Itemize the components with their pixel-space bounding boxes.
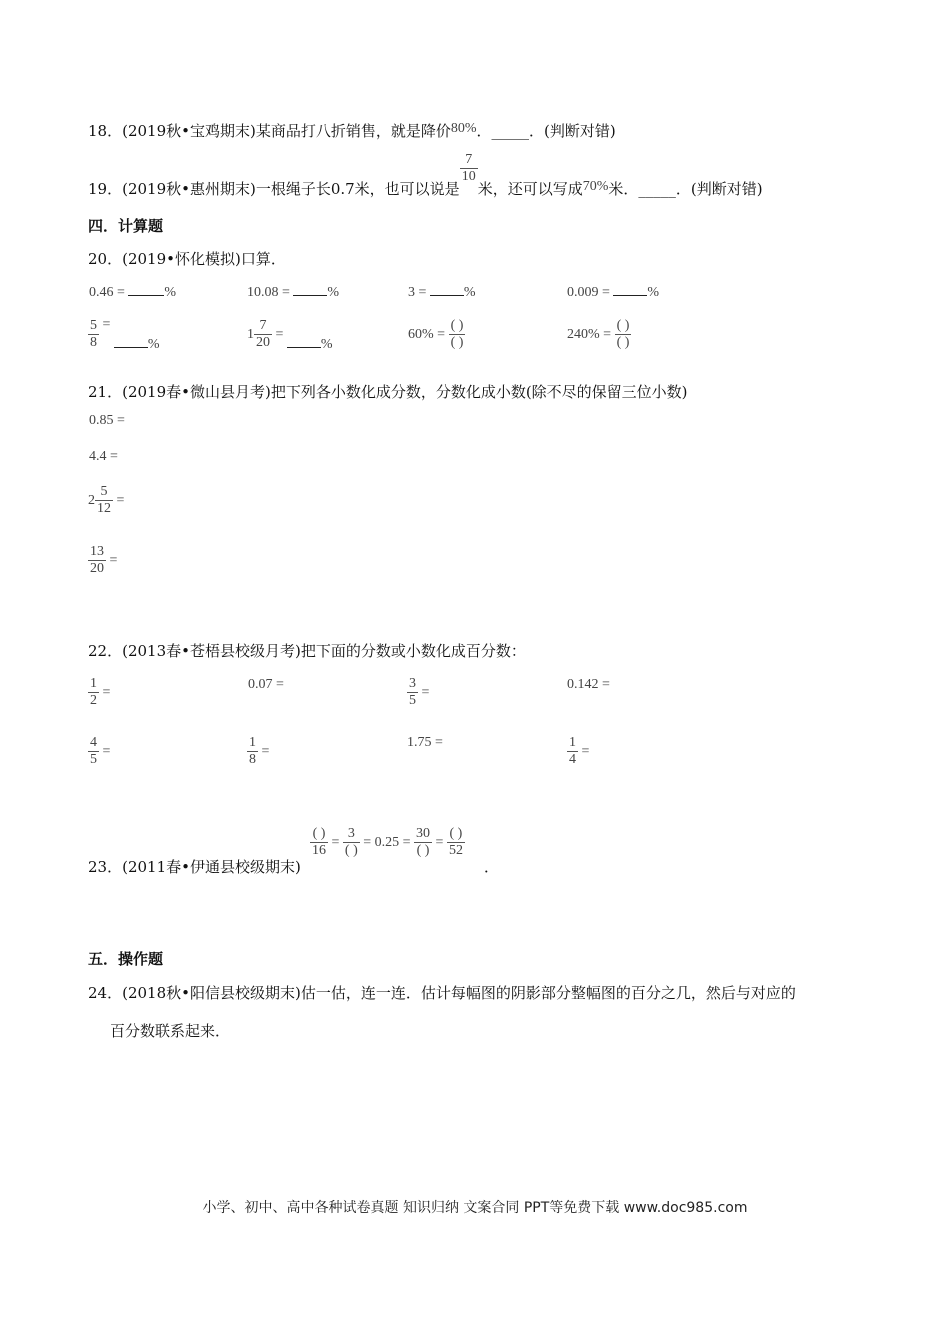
q21-item-1: 0.85 = xyxy=(89,413,125,428)
q20-item-7 xyxy=(408,318,465,351)
q22-number: 22． xyxy=(88,642,123,660)
q22-item-7: 1.75 = xyxy=(407,735,443,750)
q22-item-2: 0.07 = xyxy=(248,677,284,692)
question-19 xyxy=(88,152,763,196)
fraction-denominator: 5 xyxy=(409,693,416,709)
answer-paren[interactable]: ( ) xyxy=(450,335,464,351)
fraction xyxy=(88,544,106,577)
q20-item-8 xyxy=(567,318,631,351)
q21-number: 21． xyxy=(88,383,123,401)
q20-number: 20． xyxy=(88,250,123,268)
q21-text: 把下列各小数化成分数，分数化成小数(除不尽的保留三位小数) xyxy=(270,383,688,401)
answer-paren[interactable]: ( ) xyxy=(344,843,358,859)
q22-item-8 xyxy=(567,735,589,768)
mixed-whole: 2 xyxy=(88,492,95,508)
equals-sign: = xyxy=(102,743,111,759)
fraction-denominator: 52 xyxy=(448,843,463,859)
q22-item-6 xyxy=(247,735,269,768)
q23-middle: = 0.25 = xyxy=(363,834,411,850)
fraction-denominator: 16 xyxy=(312,843,326,859)
fraction-numerator: 4 xyxy=(90,735,97,750)
q24-source: (2018秋•阳信县校级期末) xyxy=(122,984,301,1002)
mixed-whole: 1 xyxy=(247,326,254,342)
fraction-numerator: 30 xyxy=(416,826,431,841)
q20-item-8-expr: 240% = xyxy=(567,326,612,342)
q20-item-2 xyxy=(247,285,339,301)
answer-paren[interactable]: ( ) xyxy=(616,335,630,351)
percent-sign: % xyxy=(320,336,333,352)
fraction xyxy=(615,318,632,351)
question-24-line-2: 百分数联系起来． xyxy=(110,1022,231,1040)
q24-text-line1: 估一估，连一连．估计每幅图的阴影部分整幅图的百分之几，然后与对应的 xyxy=(300,984,796,1002)
fraction xyxy=(95,484,113,517)
fraction-denominator: 4 xyxy=(569,752,576,768)
answer-paren[interactable]: ( ) xyxy=(312,826,326,841)
answer-paren[interactable]: ( ) xyxy=(450,318,464,333)
q20-item-3 xyxy=(408,285,476,301)
fraction xyxy=(343,826,360,859)
fraction xyxy=(88,676,99,709)
question-18 xyxy=(88,120,616,141)
equals-sign: = xyxy=(109,552,118,568)
equals-sign: = xyxy=(275,326,284,342)
fraction-denominator: 20 xyxy=(256,335,270,351)
equals-sign: = xyxy=(581,743,590,759)
question-22 xyxy=(88,640,526,661)
q18-text-b: ．_____．(判断对错) xyxy=(476,122,616,140)
equals-sign: = xyxy=(261,743,270,759)
q20-text: 口算． xyxy=(240,250,286,268)
q20-item-1-expr: 0.46 = xyxy=(89,285,125,300)
equals-sign: = xyxy=(102,316,111,332)
percent-sign: % xyxy=(147,336,160,352)
q18-number: 18． xyxy=(88,122,123,140)
fraction-denominator: 8 xyxy=(249,752,256,768)
q20-source: (2019•怀化模拟) xyxy=(122,250,241,268)
q24-number: 24． xyxy=(88,984,123,1002)
q20-item-4-expr: 0.009 = xyxy=(567,285,610,300)
answer-paren[interactable]: ( ) xyxy=(616,318,630,333)
fraction-numerator: 13 xyxy=(90,544,104,559)
q19-source: (2019秋•惠州期末) xyxy=(122,180,256,198)
q18-value: 80% xyxy=(450,121,477,136)
q20-item-4 xyxy=(567,285,659,301)
q19-value: 70% xyxy=(582,179,609,194)
answer-paren[interactable]: ( ) xyxy=(449,826,463,841)
q21-item-2: 4.4 = xyxy=(89,449,118,464)
percent-sign: % xyxy=(164,285,177,300)
q21-item-3 xyxy=(88,484,124,517)
fraction-numerator: 1 xyxy=(249,735,256,750)
fraction-denominator: 20 xyxy=(90,561,104,577)
q19-fraction-numerator: 7 xyxy=(465,152,473,167)
q23-equation xyxy=(310,826,465,859)
fraction-denominator: 8 xyxy=(90,335,97,351)
q20-item-7-expr: 60% = xyxy=(408,326,446,342)
fraction-numerator: 7 xyxy=(259,318,267,333)
fraction-numerator: 1 xyxy=(90,676,97,691)
fraction xyxy=(254,318,272,351)
q23-source: (2011春•伊通县校级期末) xyxy=(122,858,301,876)
fraction-numerator: 3 xyxy=(409,676,416,691)
fraction-denominator: 12 xyxy=(97,501,111,517)
q23-end-mark: ． xyxy=(484,858,500,876)
fraction xyxy=(247,735,258,768)
fraction xyxy=(88,735,99,768)
fraction xyxy=(310,826,328,859)
q20-item-6 xyxy=(247,318,333,351)
equals-sign: = xyxy=(421,684,430,700)
fraction xyxy=(88,318,99,351)
footer-text: 小学、初中、高中各种试卷真题 知识归纳 文案合同 PPT等免费下载 www.doc985.com xyxy=(202,1200,748,1216)
q22-item-1 xyxy=(88,676,110,709)
equals-sign: = xyxy=(102,684,111,700)
answer-blank[interactable] xyxy=(430,295,464,296)
answer-blank[interactable] xyxy=(613,295,647,296)
answer-blank[interactable] xyxy=(293,295,327,296)
fraction-numerator: 5 xyxy=(90,318,97,333)
fraction xyxy=(447,826,465,859)
section-4-title: 四．计算题 xyxy=(88,217,164,235)
q18-text-a: 某商品打八折销售，就是降价 xyxy=(255,122,451,140)
equals-sign: = xyxy=(116,492,125,508)
fraction xyxy=(414,826,432,859)
fraction-numerator: 5 xyxy=(100,484,108,499)
q19-text-b: 米，还可以写成 xyxy=(477,180,583,198)
equals-sign: = xyxy=(331,834,340,850)
q21-item-4 xyxy=(88,544,117,577)
fraction-denominator: 5 xyxy=(90,752,97,768)
q21-source: (2019春•微山县月考) xyxy=(122,383,271,401)
q19-text-a: 一根绳子长0.7米，也可以说是 xyxy=(255,180,460,198)
fraction-numerator: 1 xyxy=(569,735,576,750)
q22-text: 把下面的分数或小数化成百分数： xyxy=(300,642,526,660)
q19-fraction xyxy=(460,152,478,185)
equals-sign: = xyxy=(435,834,444,850)
q20-item-3-expr: 3 = xyxy=(408,285,427,300)
q22-item-5 xyxy=(88,735,110,768)
fraction-denominator: 2 xyxy=(90,693,97,709)
question-23 xyxy=(88,856,301,877)
q22-item-4: 0.142 = xyxy=(567,677,610,692)
q22-source: (2013春•苍梧县校级月考) xyxy=(122,642,301,660)
fraction xyxy=(567,735,578,768)
q19-fraction-denominator: 10 xyxy=(461,169,476,185)
answer-blank[interactable] xyxy=(287,347,321,348)
q19-number: 19． xyxy=(88,180,123,198)
percent-sign: % xyxy=(327,285,340,300)
answer-blank[interactable] xyxy=(114,347,148,348)
percent-sign: % xyxy=(647,285,660,300)
question-21 xyxy=(88,381,688,402)
q22-item-3 xyxy=(407,676,429,709)
q20-item-2-expr: 10.08 = xyxy=(247,285,290,300)
question-20 xyxy=(88,248,286,269)
q19-text-c: 米．_____．(判断对错) xyxy=(608,180,763,198)
answer-paren[interactable]: ( ) xyxy=(416,843,430,859)
fraction xyxy=(449,318,466,351)
answer-blank[interactable] xyxy=(128,295,164,296)
percent-sign: % xyxy=(463,285,476,300)
fraction-numerator: 3 xyxy=(347,826,355,841)
q18-source: (2019秋•宝鸡期末) xyxy=(122,122,256,140)
question-24-line-1 xyxy=(88,982,796,1003)
fraction xyxy=(407,676,418,709)
q20-item-5 xyxy=(88,318,160,351)
q23-number: 23． xyxy=(88,858,123,876)
section-5-title: 五．操作题 xyxy=(88,950,164,968)
q20-item-1 xyxy=(89,285,176,301)
